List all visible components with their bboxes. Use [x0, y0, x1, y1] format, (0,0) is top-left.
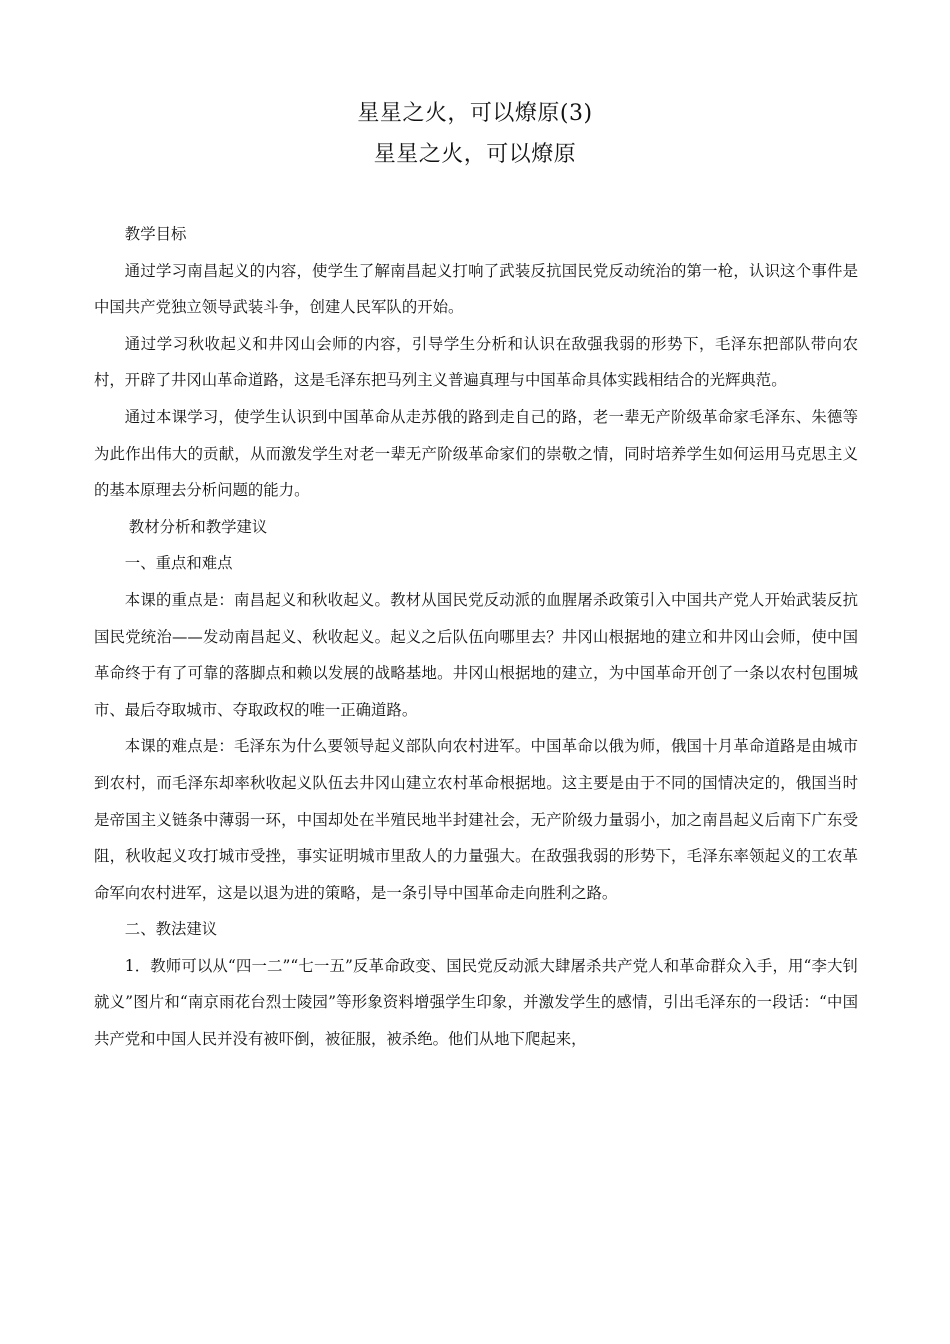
body-paragraph: 通过学习南昌起义的内容，使学生了解南昌起义打响了武装反抗国民党反动统治的第一枪，认识这个事件是中国共产党独立领导武装斗争，创建人民军队的开始。 — [94, 261, 858, 317]
section-heading-material-analysis: 教材分析和教学建议 — [128, 517, 268, 536]
document-subtitle: 星星之火，可以燎原 — [373, 142, 577, 167]
body-paragraph: 通过本课学习，使学生认识到中国革命从走苏俄的路到走自己的路，老一辈无产阶级革命家毛泽东、朱德等为此作出伟大的贡献，从而激发学生对老一辈无产阶级革命家们的崇敬之情，同时培养学生如何运用马克思主义的基本原理去分析问题的能力。 — [94, 407, 858, 500]
section-heading-teaching-goals: 教学目标 — [124, 225, 187, 243]
body-paragraph: 1．教师可以从“四一二”“七一五”反革命政变、国民党反动派大肆屠杀共产党人和革命群众入手，用“李大钊就义”图片和“南京雨花台烈士陵园”等形象资料增强学生印象，并激发学生的感情，引出毛泽东的一段话：“中国共产党和中国人民并没有被吓倒，被征服，被杀绝。他们从地下爬起来， — [94, 956, 858, 1049]
section-heading-teaching-suggestions: 二、教法建议 — [124, 920, 218, 939]
body-paragraph: 本课的重点是：南昌起义和秋收起义。教材从国民党反动派的血腥屠杀政策引入中国共产党人开始武装反抗国民党统治——发动南昌起义、秋收起义。起义之后队伍向哪里去？井冈山根据地的建立和井冈山会师，使中国革命终于有了可靠的落脚点和赖以发展的战略基地。井冈山根据地的建立，为中国革命开创了一条以农村包围城市、最后夺取城市、夺取政权的唯一正确道路。 — [94, 590, 858, 719]
document-body — [94, 216, 858, 1058]
body-paragraph: 本课的难点是：毛泽东为什么要领导起义部队向农村进军。中国革命以俄为师，俄国十月革命道路是由城市到农村，而毛泽东却率秋收起义队伍去井冈山建立农村革命根据地。这主要是由于不同的国情决定的，俄国当时是帝国主义链条中薄弱一环，中国却处在半殖民地半封建社会，无产阶级力量弱小，加之南昌起义后南下广东受阻，秋收起义攻打城市受挫，事实证明城市里敌人的力量强大。在敌强我弱的形势下，毛泽东率领起义的工农革命军向农村进军，这是以退为进的策略，是一条引导中国革命走向胜利之路。 — [94, 737, 858, 902]
section-heading-key-points: 一、重点和难点 — [124, 554, 233, 573]
document-title: 星星之火，可以燎原(3) — [357, 101, 593, 126]
body-paragraph: 通过学习秋收起义和井冈山会师的内容，引导学生分析和认识在敌强我弱的形势下，毛泽东把部队带向农村，开辟了井冈山革命道路，这是毛泽东把马列主义普遍真理与中国革命具体实践相结合的光辉典范。 — [94, 334, 858, 390]
